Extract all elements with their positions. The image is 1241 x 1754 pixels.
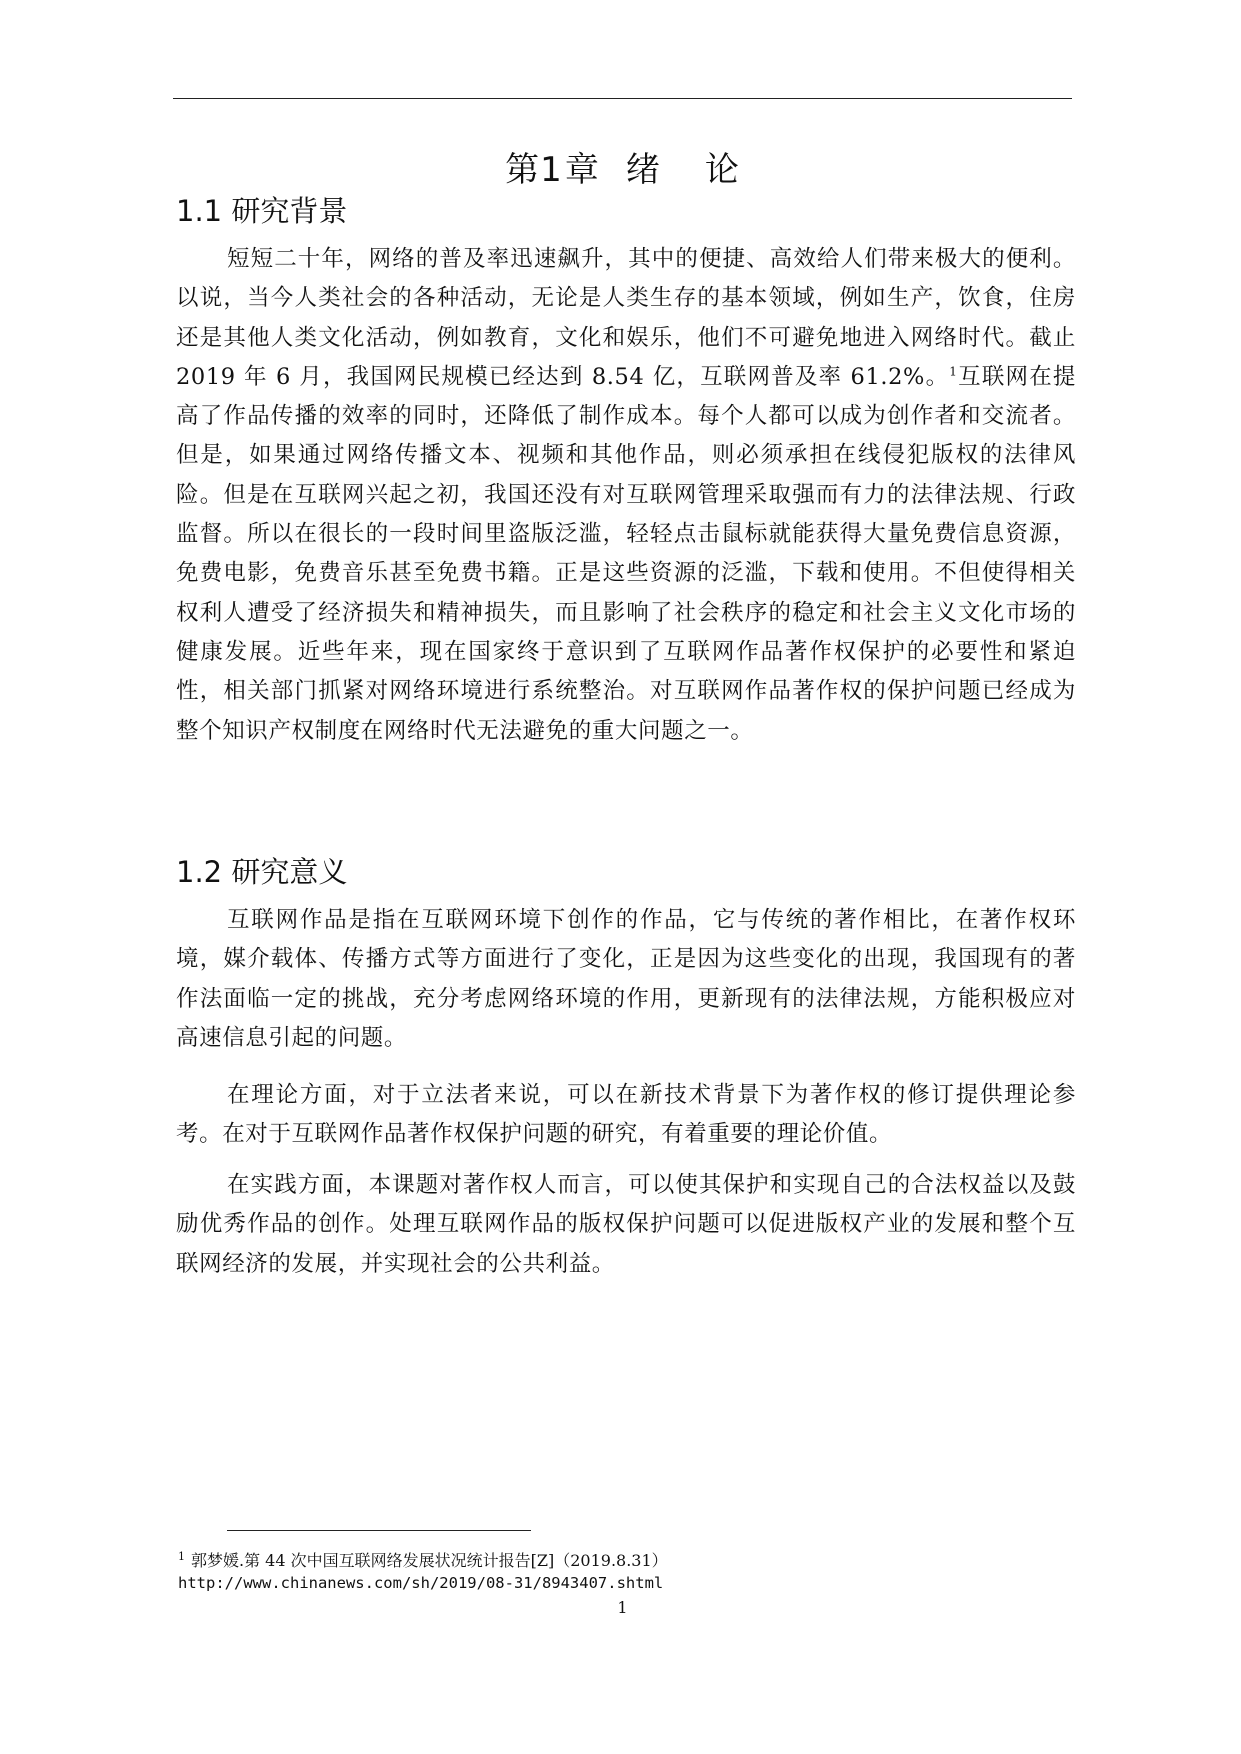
header-rule — [173, 98, 1072, 99]
chapter-title-char-2: 论 — [704, 150, 740, 190]
footnote-reference-mark[interactable]: 1 — [949, 364, 958, 379]
footnote-text: 郭梦媛.第 44 次中国互联网络发展状况统计报告[Z]（2019.8.31） — [191, 1551, 668, 1570]
footnote-mark: 1 — [178, 1549, 185, 1563]
page-number: 1 — [617, 1598, 628, 1617]
paragraph-text: 短短二十年，网络的普及率迅速飙升，其中的便捷、高效给人们带来极大的便利。以说，当今人类社会的各种活动，无论是人类生存的基本领域，例如生产，饮食，住房还是其他人类文化活动，例如教育，文化和娱乐，他们不可避免地进入网络时代。截止 2019 年 6 月，我国网民规模已经达到 8.54 亿，互联网普及率 61.2%。 — [176, 246, 1076, 390]
section-1-2-paragraph-3: 在实践方面，本课题对著作权人而言，可以使其保护和实现自己的合法权益以及鼓励优秀作品的创作。处理互联网作品的版权保护问题可以促进版权产业的发展和整个互联网经济的发展，并实现社会的公共利益。 — [176, 1172, 1076, 1277]
chapter-number: 1 — [540, 150, 563, 190]
chapter-title — [173, 148, 1072, 192]
footnote-separator — [227, 1530, 531, 1531]
paragraph-text: 互联网在提高了作品传播的效率的同时，还降低了制作成本。每个人都可以成为创作者和交流者。但是，如果通过网络传播文本、视频和其他作品，则必须承担在线侵犯版权的法律风险。但是在互联网兴起之初，我国还没有对互联网管理采取强而有力的法律法规、行政监督。所以在很长的一段时间里盗版泛滥，轻轻点击鼠标就能获得大量免费信息资源，免费电影，免费音乐甚至免费书籍。正是这些资源的泛滥，下载和使用。不但使得相关权利人遭受了经济损失和精神损失，而且影响了社会秩序的稳定和社会主义文化市场的健康发展。近些年来，现在国家终于意识到了互联网作品著作权保护的必要性和紧迫性，相关部门抓紧对网络环境进行系统整治。对互联网作品著作权的保护问题已经成为整个知识产权制度在网络时代无法避免的重大问题之一。 — [176, 363, 1076, 744]
section-1-2-paragraph-1: 互联网作品是指在互联网环境下创作的作品，它与传统的著作相比，在著作权环境，媒介载体、传播方式等方面进行了变化，正是因为这些变化的出现，我国现有的著作法面临一定的挑战，充分考虑网络环境的作用，更新现有的法律法规，方能积极应对高速信息引起的问题。 — [176, 907, 1076, 1051]
section-1-1-paragraph — [176, 240, 1076, 751]
section-heading-1-1: 1.1 研究背景 — [176, 194, 348, 228]
chapter-title-char-1: 绪 — [625, 150, 661, 190]
chapter-label-suffix: 章 — [564, 150, 600, 190]
footnote — [178, 1549, 1078, 1595]
footnote-url[interactable]: http://www.chinanews.com/sh/2019/08-31/8943407.shtml — [178, 1574, 664, 1592]
section-1-2-paragraph-2: 在理论方面，对于立法者来说，可以在新技术背景下为著作权的修订提供理论参考。在对于互联网作品著作权保护问题的研究，有着重要的理论价值。 — [176, 1082, 1076, 1148]
chapter-label-prefix: 第 — [505, 150, 541, 190]
section-heading-1-2: 1.2 研究意义 — [176, 855, 348, 889]
